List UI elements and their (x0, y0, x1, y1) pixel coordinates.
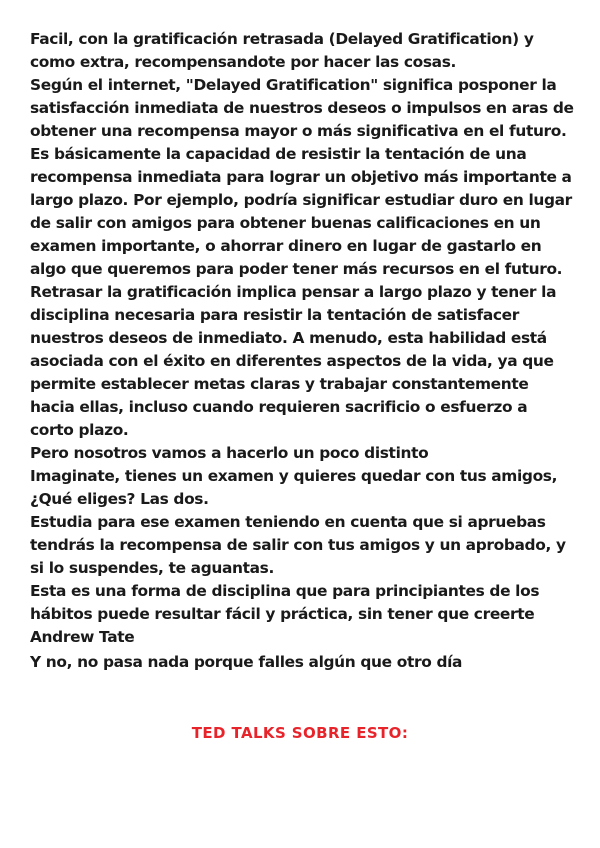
example-paragraph: Imaginate, tienes un examen y quieres quedar con tus amigos, ¿Qué eliges? Las dos. (30, 467, 558, 508)
closing-line: Y no, no pasa nada porque falles algún que otro día (30, 653, 463, 671)
intro-paragraph: Facil, con la gratificación retrasada (Delayed Gratification) y como extra, recompensandote por hacer las cosas. (30, 30, 534, 71)
body-text (30, 28, 575, 649)
definition-paragraph: Según el internet, "Delayed Gratification" significa posponer la satisfacción inmediata de nuestros deseos o impulsos en aras de obtener una recompensa mayor o más significativa en el futuro. Es básicamente la capacidad de resistir la tentación de una recompensa inmediata para lograr un objetivo más importante a largo plazo. Por ejemplo, podría significar estudiar duro en lugar de salir con amigos para obtener buenas calificaciones en un examen importante, o ahorrar dinero en lugar de gastarlo en algo que queremos para poder tener más recursos en el futuro. (30, 76, 574, 278)
ted-talks-heading: TED TALKS SOBRE ESTO: (191, 724, 409, 742)
study-paragraph: Estudia para ese examen teniendo en cuenta que si apruebas tendrás la recompensa de salir con tus amigos y un aprobado, y si lo suspendes, te aguantas. (30, 513, 566, 577)
different-approach-line: Pero nosotros vamos a hacerlo un poco distinto (30, 444, 429, 462)
discipline-paragraph: Retrasar la gratificación implica pensar a largo plazo y tener la disciplina necesaria para resistir la tentación de satisfacer nuestros deseos de inmediato. A menudo, esta habilidad está asociada con el éxito en diferentes aspectos de la vida, ya que permite establecer metas claras y trabajar constantemente hacia ellas, incluso cuando requieren sacrificio o esfuerzo a corto plazo. (30, 283, 557, 439)
beginners-paragraph: Esta es una forma de disciplina que para principiantes de los hábitos puede resultar fácil y práctica, sin tener que creerte Andrew Tate (30, 582, 540, 646)
